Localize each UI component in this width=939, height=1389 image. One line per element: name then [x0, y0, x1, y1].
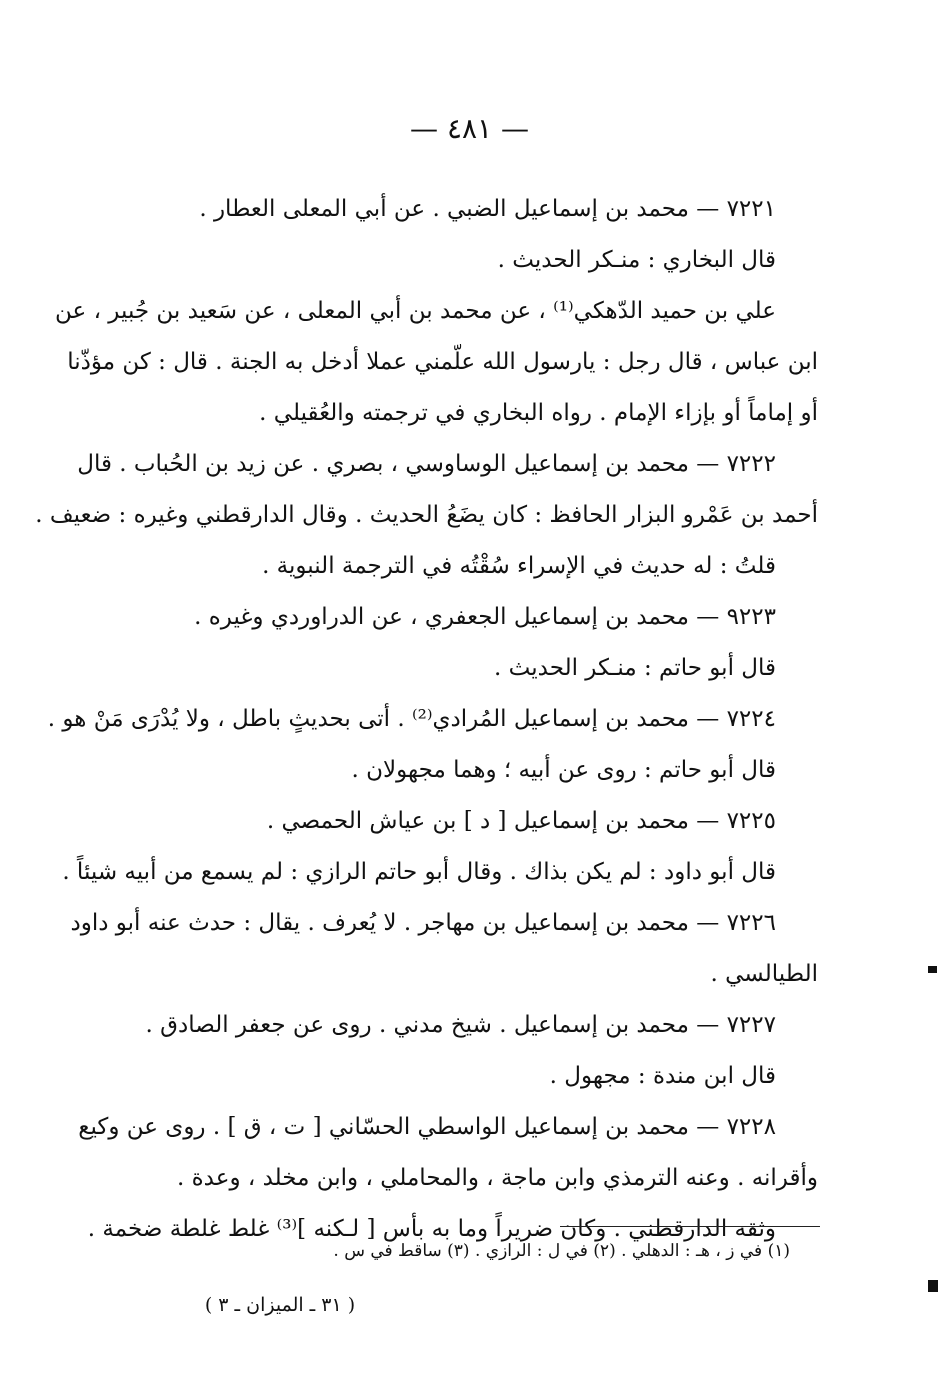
- text-line: أو إماماً أو بإزاء الإمام . رواه البخاري في ترجمته والعُقيلي .: [259, 400, 818, 426]
- entry-7227-heading: ٧٢٢٧ — محمد بن إسماعيل . شيخ مدني . روى عن جعفر الصادق .: [145, 1012, 776, 1038]
- margin-mark: [928, 966, 937, 973]
- text-line: ابن عباس ، قال رجل : يارسول الله علّمني عملا أدخل به الجنة . قال : كن مؤذّنا: [67, 349, 818, 375]
- signature-mark: ( ٣١ ـ الميزان ـ ٣ ): [204, 1294, 356, 1316]
- entry-7221-heading: ٧٢٢١ — محمد بن إسماعيل الضبي . عن أبي المعلى العطار .: [199, 196, 776, 222]
- page-number: — ٤٨١ —: [410, 112, 529, 145]
- entry-7228-heading: ٧٢٢٨ — محمد بن إسماعيل الواسطي الحسّاني [ ت ، ق ] . روى عن وكيع: [78, 1114, 776, 1140]
- text-line: قال ابن مندة : مجهول .: [549, 1063, 776, 1089]
- text-line: قال أبو حاتم : منـكر الحديث .: [494, 655, 776, 681]
- entry-9223-heading: ٩٢٢٣ — محمد بن إسماعيل الجعفري ، عن الدراوردي وغيره .: [194, 604, 776, 630]
- text-line: قال أبو داود : لم يكن بذاك . وقال أبو حاتم الرازي : لم يسمع من أبيه شيئاً .: [62, 859, 776, 885]
- entry-7226-heading: ٧٢٢٦ — محمد بن إسماعيل بن مهاجر . لا يُعرف . يقال : حدث عنه أبو داود: [70, 910, 776, 936]
- text-line: وثقه الدارقطني . وكان ضريراً وما به بأس [ لـكنه ]⁽³⁾ غلط غلطة ضخمة .: [87, 1216, 776, 1242]
- entry-7224-heading: ٧٢٢٤ — محمد بن إسماعيل المُرادي⁽²⁾ . أتى بحديثٍ باطل ، ولا يُدْرَى مَنْ هو .: [47, 706, 776, 732]
- footnote-divider: [560, 1226, 820, 1227]
- text-line: الطيالسي .: [710, 961, 818, 987]
- margin-mark: [928, 1280, 938, 1292]
- main-text: [35, 184, 818, 1255]
- entry-7225-heading: ٧٢٢٥ — محمد بن إسماعيل [ د ] بن عياش الحمصي .: [266, 808, 776, 834]
- text-line: علي بن حميد الدّهكي⁽¹⁾ ، عن محمد بن أبي المعلى ، عن سَعيد بن جُبير ، عن: [55, 298, 776, 324]
- text-line: وأقرانه . وعنه الترمذي وابن ماجة ، والمحاملي ، وابن مخلد ، وعدة .: [176, 1165, 818, 1191]
- text-line: قال أبو حاتم : روى عن أبيه ؛ وهما مجهولان .: [351, 757, 776, 783]
- text-line: قال البخاري : منـكر الحديث .: [497, 247, 776, 273]
- text-line: قلتُ : له حديث في الإسراء سُقْتُه في الترجمة النبوية .: [262, 553, 776, 579]
- footnotes: (١) في ز ، هـ : الدهلي . (٢) في ل : الرازي . (٣) ساقط في س .: [333, 1241, 790, 1261]
- entry-7222-heading: ٧٢٢٢ — محمد بن إسماعيل الوساوسي ، بصري . عن زيد بن الحُباب . قال: [77, 451, 776, 477]
- text-line: أحمد بن عَمْرو البزار الحافظ : كان يضَعُ الحديث . وقال الدارقطني وغيره : ضعيف .: [35, 502, 818, 528]
